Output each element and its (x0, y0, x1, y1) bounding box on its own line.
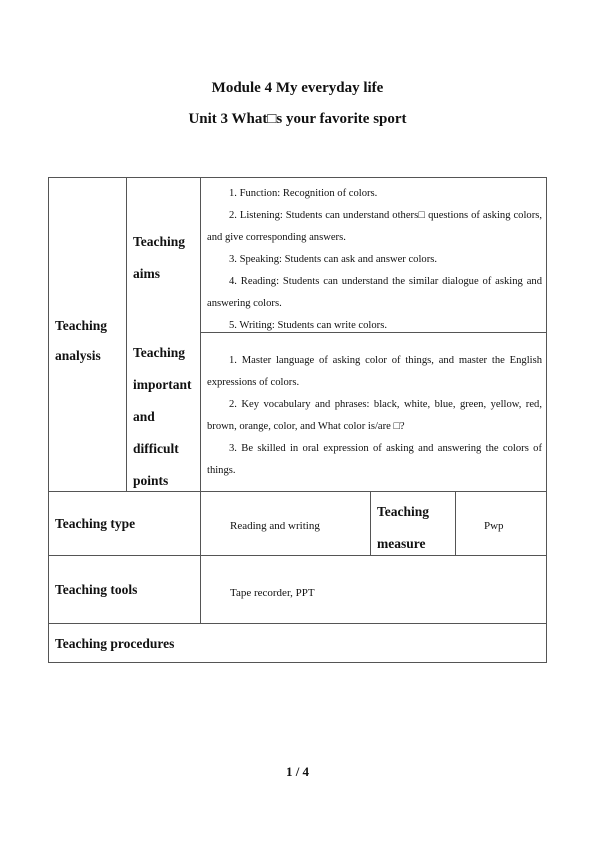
page-number: 1 / 4 (285, 764, 310, 779)
table-divider (370, 491, 371, 555)
aim-item: 1. Function: Recognition of colors. (229, 188, 378, 199)
aim-item: 5. Writing: Students can write colors. (229, 320, 387, 331)
aim-item: 2. Listening: Students can understand others□ questions of asking colors, and give corresponding answers. (207, 210, 542, 243)
label-line: measure (377, 536, 426, 551)
teaching-type-label: Teaching type (55, 516, 136, 531)
table-divider (48, 555, 547, 556)
table-divider (48, 623, 547, 624)
important-difficult-points-content (207, 350, 542, 482)
point-item: 1. Master language of asking color of things, and master the English expressions of colors. (207, 355, 542, 388)
teaching-tools-value: Tape recorder, PPT (230, 587, 315, 599)
label-line: and (133, 409, 155, 424)
teaching-tools-label: Teaching tools (55, 582, 138, 597)
teaching-procedures-label: Teaching procedures (55, 636, 175, 651)
teaching-aims-label (133, 226, 185, 290)
table-divider (126, 177, 127, 491)
teaching-analysis-label (55, 311, 107, 371)
aim-item: 3. Speaking: Students can ask and answer colors. (229, 254, 438, 265)
label-line: Teaching (377, 504, 430, 519)
teaching-type-value: Reading and writing (230, 520, 320, 532)
table-divider (200, 177, 201, 623)
point-item: 3. Be skilled in oral expression of asking and answering the colors of things. (207, 443, 542, 476)
label-line: aims (133, 266, 160, 281)
teaching-measure-label (377, 496, 429, 560)
module-title: Module 4 My everyday life (211, 80, 384, 96)
important-difficult-points-label (133, 337, 192, 497)
point-item: 2. Key vocabulary and phrases: black, white, blue, green, yellow, red, brown, orange, color, and What color is/are □? (207, 399, 542, 432)
label-line: analysis (55, 348, 101, 363)
teaching-aims-content (207, 183, 542, 337)
label-line: important (133, 377, 192, 392)
table-divider (455, 491, 456, 555)
aim-item: 4. Reading: Students can understand the similar dialogue of asking and answering colors. (207, 276, 542, 309)
unit-title: Unit 3 What□s your favorite sport (188, 111, 407, 127)
label-line: Teaching (133, 234, 186, 249)
label-line: difficult (133, 441, 179, 456)
label-line: Teaching (55, 318, 108, 333)
teaching-measure-value: Pwp (484, 520, 504, 532)
label-line: Teaching (133, 345, 186, 360)
table-divider (48, 491, 547, 492)
label-line: points (133, 473, 169, 488)
